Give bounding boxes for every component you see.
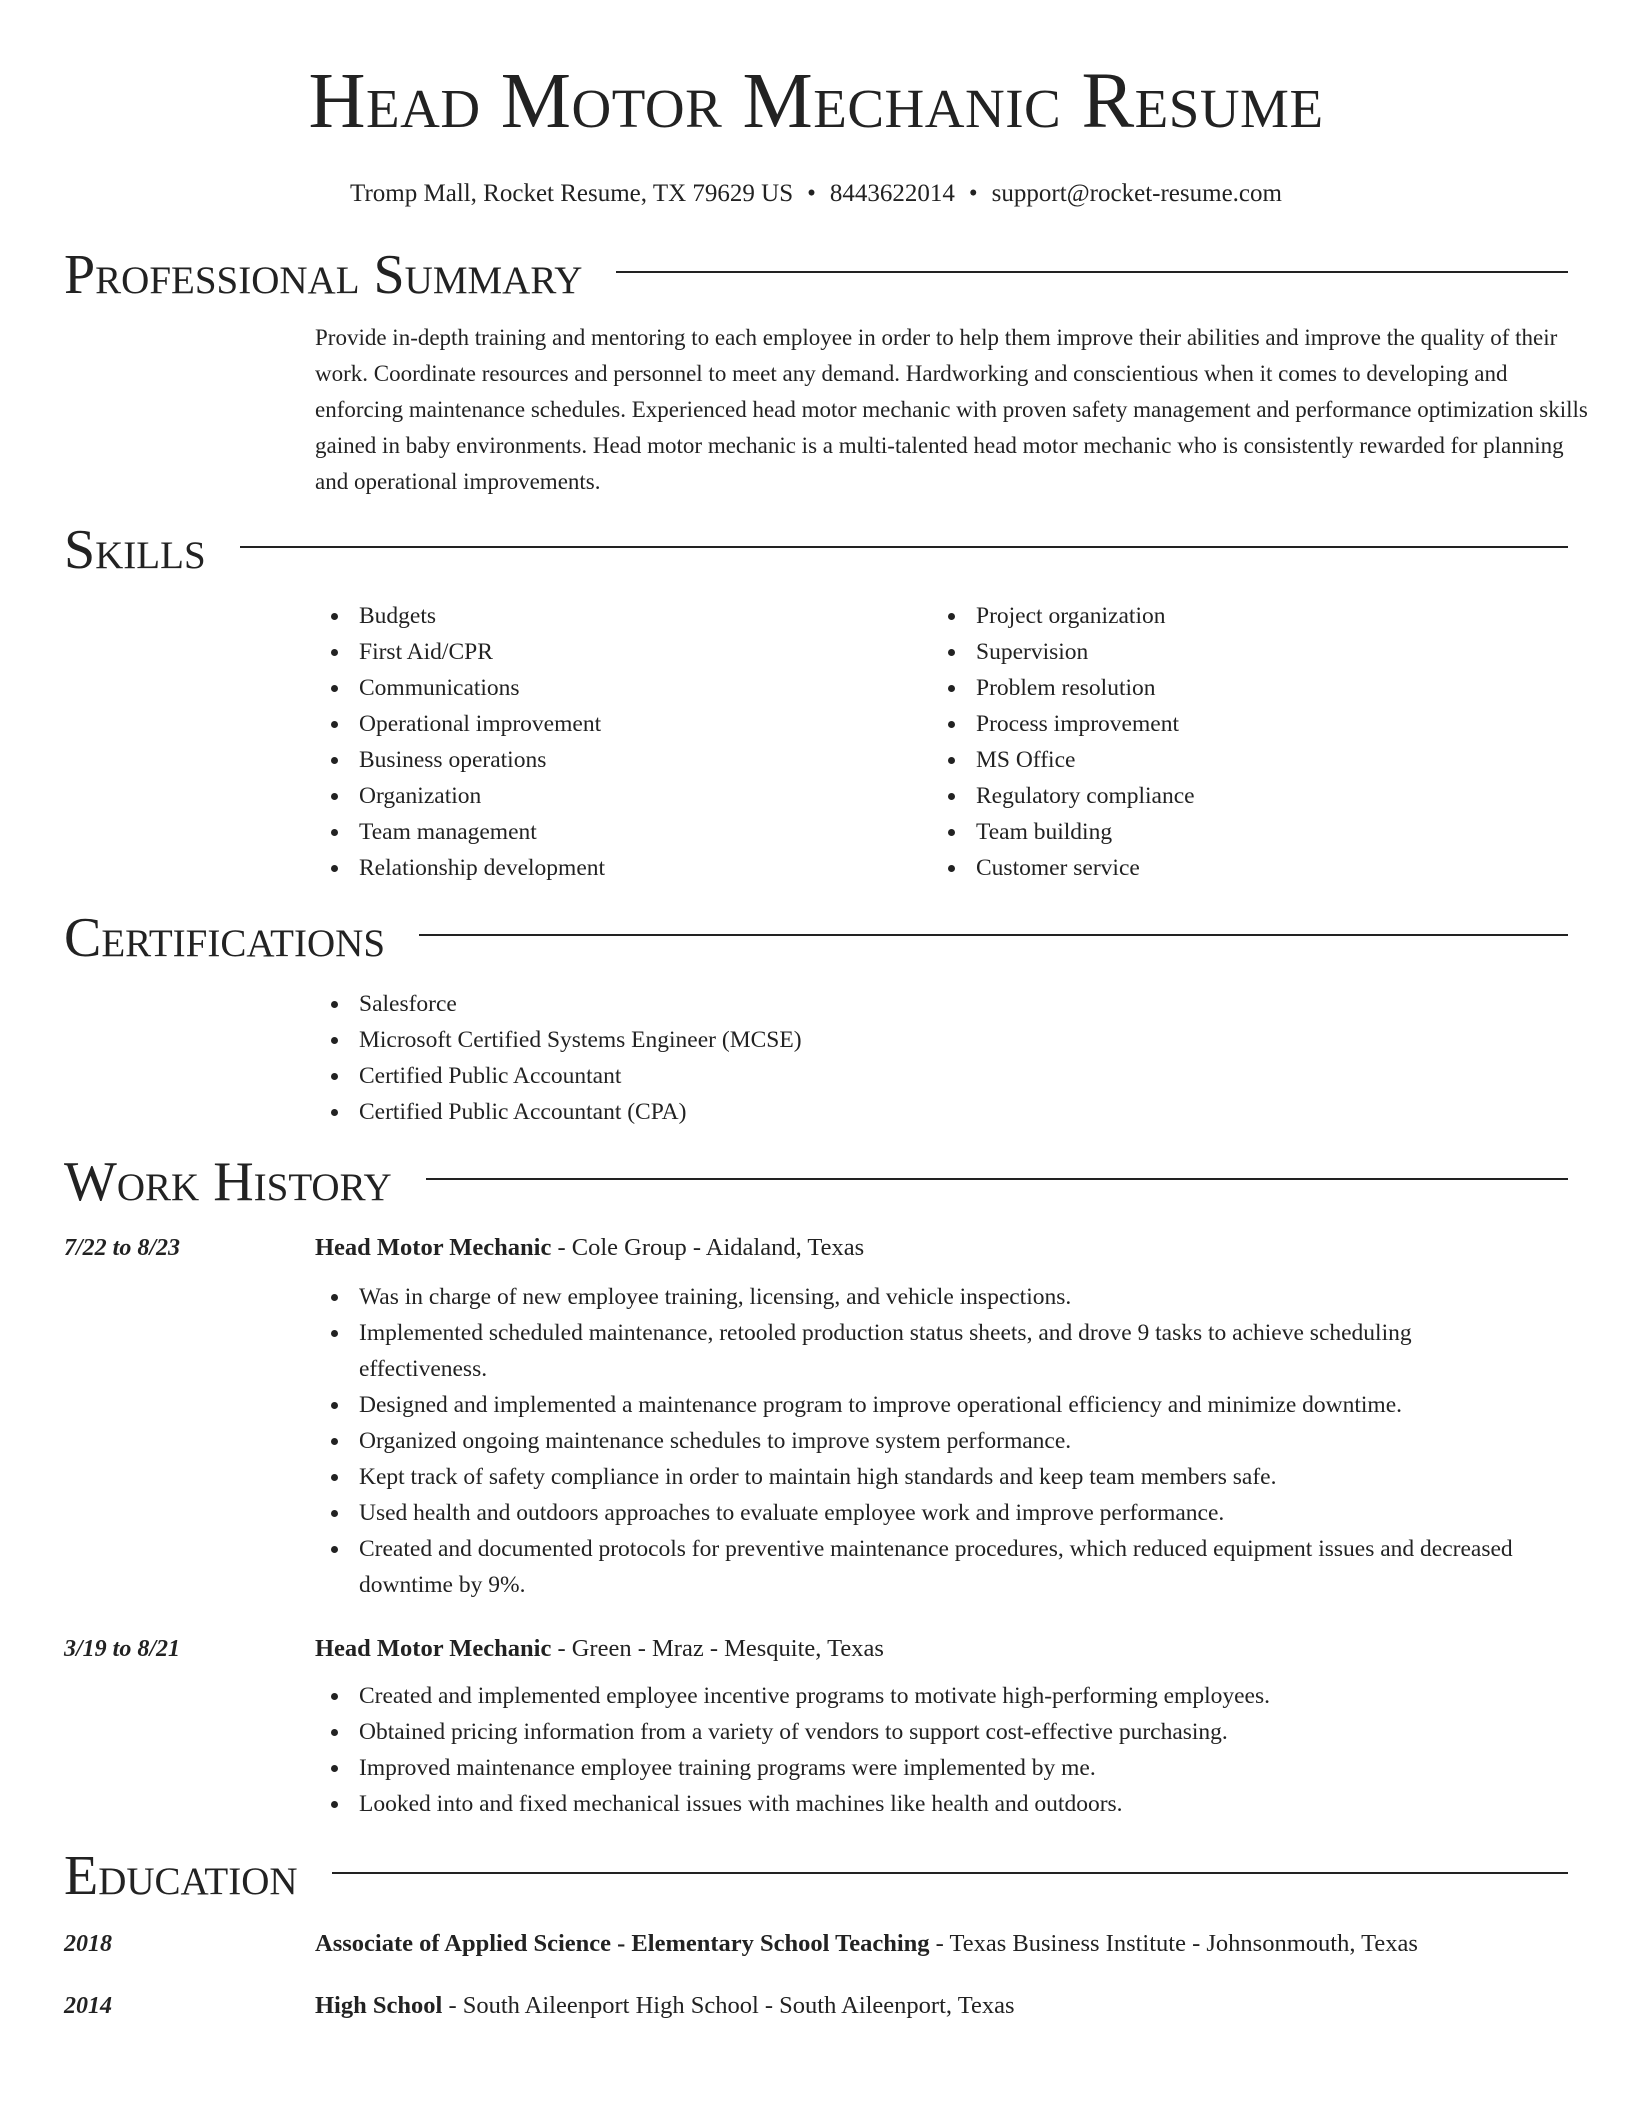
list-item: Organized ongoing maintenance schedules to improve system performance. bbox=[315, 1423, 1515, 1459]
skills-column-right bbox=[932, 598, 1549, 886]
list-item: Was in charge of new employee training, licensing, and vehicle inspections. bbox=[315, 1279, 1515, 1315]
education-year: 2018 bbox=[64, 1931, 112, 1957]
list-item: Budgets bbox=[315, 598, 932, 634]
work-history-heading-label: Work History bbox=[64, 1151, 392, 1213]
skills-heading-label: Skills bbox=[64, 519, 206, 581]
list-item: Certified Public Accountant bbox=[315, 1058, 1568, 1094]
job-entry bbox=[64, 1635, 1568, 1822]
section-divider bbox=[426, 1178, 1568, 1180]
work-history-heading bbox=[64, 1152, 1568, 1212]
skills-list bbox=[315, 598, 1568, 886]
job-role: Head Motor Mechanic bbox=[315, 1635, 552, 1662]
education-details: - South Aileenport High School - South Aileenport, Texas bbox=[442, 1992, 1015, 2019]
summary-heading-label: Professional Summary bbox=[64, 244, 583, 306]
contact-phone: 8443622014 bbox=[829, 180, 955, 207]
job-entry bbox=[64, 1234, 1568, 1603]
list-item: Business operations bbox=[315, 742, 932, 778]
job-header bbox=[64, 1234, 1568, 1262]
section-divider bbox=[616, 271, 1568, 273]
education-degree: High School bbox=[315, 1992, 443, 2019]
education-heading-label: Education bbox=[64, 1845, 298, 1907]
list-item: Microsoft Certified Systems Engineer (MCSE) bbox=[315, 1022, 1568, 1058]
list-item: Operational improvement bbox=[315, 706, 932, 742]
list-item: Certified Public Accountant (CPA) bbox=[315, 1094, 1568, 1130]
list-item: MS Office bbox=[932, 742, 1549, 778]
list-item: Customer service bbox=[932, 850, 1549, 886]
list-item: Improved maintenance employee training programs were implemented by me. bbox=[315, 1750, 1515, 1786]
contact-email: support@rocket-resume.com bbox=[991, 180, 1282, 207]
job-dates: 3/19 to 8/21 bbox=[64, 1636, 181, 1662]
contact-address: Tromp Mall, Rocket Resume, TX 79629 US bbox=[350, 180, 794, 207]
list-item: Relationship development bbox=[315, 850, 932, 886]
list-item: Looked into and fixed mechanical issues with machines like health and outdoors. bbox=[315, 1786, 1515, 1822]
list-item: Implemented scheduled maintenance, retooled production status sheets, and drove 9 tasks to achieve scheduling effectiveness. bbox=[315, 1315, 1515, 1387]
job-header bbox=[64, 1635, 1568, 1663]
skills-column-left bbox=[315, 598, 932, 886]
list-item: Obtained pricing information from a variety of vendors to support cost-effective purchasing. bbox=[315, 1714, 1515, 1750]
summary-heading bbox=[64, 245, 1568, 305]
list-item: Supervision bbox=[932, 634, 1549, 670]
education-title-line bbox=[315, 1992, 1015, 2020]
section-divider bbox=[240, 546, 1568, 548]
contact-line bbox=[64, 179, 1568, 209]
list-item: Regulatory compliance bbox=[932, 778, 1549, 814]
job-details: - Green - Mraz - Mesquite, Texas bbox=[551, 1635, 884, 1662]
list-item: Created and implemented employee incentive programs to motivate high-performing employees. bbox=[315, 1678, 1515, 1714]
certifications-heading-label: Certifications bbox=[64, 907, 386, 969]
list-item: Designed and implemented a maintenance program to improve operational efficiency and minimize downtime. bbox=[315, 1387, 1515, 1423]
list-item: Team building bbox=[932, 814, 1549, 850]
list-item: Process improvement bbox=[932, 706, 1549, 742]
job-dates: 7/22 to 8/23 bbox=[64, 1235, 181, 1261]
education-entry bbox=[64, 1992, 1568, 2020]
job-bullets bbox=[315, 1678, 1515, 1822]
education-year: 2014 bbox=[64, 1993, 112, 2019]
contact-separator: • bbox=[968, 180, 978, 207]
job-title-line bbox=[315, 1635, 884, 1663]
education-details: - Texas Business Institute - Johnsonmouth, Texas bbox=[929, 1930, 1418, 1957]
list-item: First Aid/CPR bbox=[315, 634, 932, 670]
list-item: Salesforce bbox=[315, 986, 1568, 1022]
resume-title: Head Motor Mechanic Resume bbox=[308, 58, 1324, 145]
section-divider bbox=[419, 934, 1568, 936]
list-item: Communications bbox=[315, 670, 932, 706]
education-title-line bbox=[315, 1930, 1418, 1958]
list-item: Created and documented protocols for preventive maintenance procedures, which reduced equipment issues and decreased downtime by 9%. bbox=[315, 1531, 1515, 1603]
education-entry bbox=[64, 1930, 1568, 1958]
job-role: Head Motor Mechanic bbox=[315, 1234, 552, 1261]
certifications-list bbox=[315, 986, 1568, 1130]
list-item: Used health and outdoors approaches to evaluate employee work and improve performance. bbox=[315, 1495, 1515, 1531]
education-heading bbox=[64, 1846, 1568, 1906]
education-degree: Associate of Applied Science - Elementary School Teaching bbox=[315, 1930, 930, 1957]
section-divider bbox=[332, 1872, 1568, 1874]
list-item: Project organization bbox=[932, 598, 1549, 634]
job-details: - Cole Group - Aidaland, Texas bbox=[551, 1234, 865, 1261]
summary-text: Provide in-depth training and mentoring to each employee in order to help them improve their abilities and improve the quality of their work. Coordinate resources and personnel to meet any demand. Hardworking and conscientious when it comes to developing and enforcing maintenance schedules. Experienced head motor mechanic with proven safety management and performance optimization skills gained in baby environments. Head motor mechanic is a multi-talented head motor mechanic who is consistently rewarded for planning and operational improvements. bbox=[315, 325, 1588, 494]
skills-heading bbox=[64, 520, 1568, 580]
list-item: Organization bbox=[315, 778, 932, 814]
contact-separator: • bbox=[807, 180, 816, 207]
job-bullets bbox=[315, 1279, 1515, 1603]
list-item: Kept track of safety compliance in order to maintain high standards and keep team members safe. bbox=[315, 1459, 1515, 1495]
certifications-heading bbox=[64, 908, 1568, 968]
list-item: Team management bbox=[315, 814, 932, 850]
job-title-line bbox=[315, 1234, 864, 1262]
list-item: Problem resolution bbox=[932, 670, 1549, 706]
